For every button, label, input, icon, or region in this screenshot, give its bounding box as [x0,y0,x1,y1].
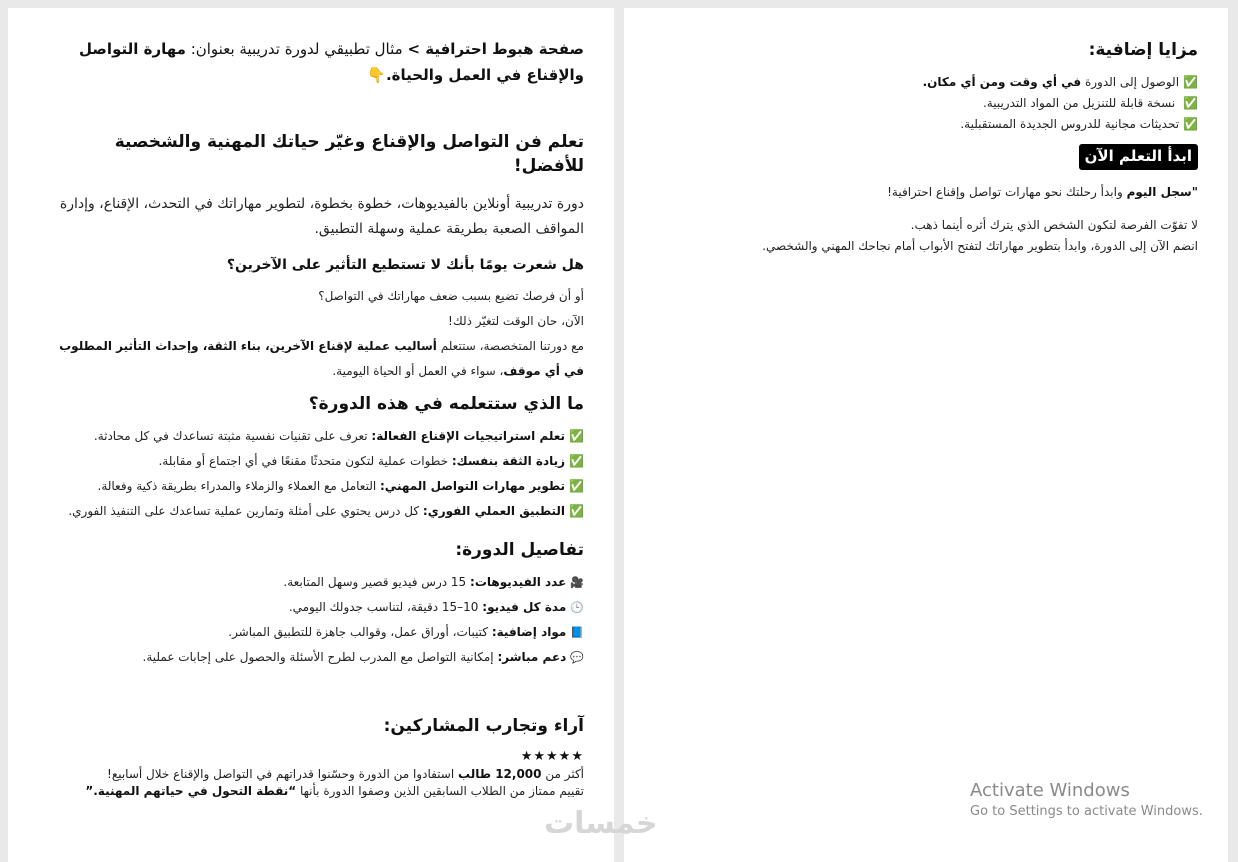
extras-list [644,72,1198,135]
details-item-title: مدة كل فيديو: [482,600,567,614]
review1-text-a: أكثر من [541,767,584,781]
document-page-left [8,8,614,862]
details-item-text: كتيبات، أوراق عمل، وقوالب جاهزة للتطبيق المباشر. [228,625,492,639]
signup-bold: "سجل اليوم [1126,185,1198,199]
learn-item-text: التعامل مع العملاء والزملاء والمدراء بطريقة ذكية وفعالة. [97,479,380,493]
promise-paragraph [54,334,584,384]
learn-item-title: تعلم استراتيجيات الإقناع الفعالة: [371,429,566,443]
check-icon: ✅ [569,454,584,468]
course-description: دورة تدريبية أونلاين بالفيديوهات، خطوة بخطوة، لتطوير مهاراتك في التحدث، الإقناع، وإدارة المواقف الصعبة بطريقة عملية وسهلة التطبيق. [59,196,584,237]
learn-item [54,424,584,449]
extras-item [644,93,1198,114]
extras-item [644,114,1198,135]
extras-title: مزايا إضافية: [1088,40,1198,60]
check-icon: ✅ [569,479,584,493]
details-item-title: عدد الفيديوهات: [470,575,567,589]
details-item [54,595,584,620]
details-item [54,620,584,645]
review-line-2 [54,783,584,800]
signup-text: وابدأ رحلتك نحو مهارات تواصل وإقناع احترافية! [887,185,1127,199]
learn-item [54,499,584,524]
learn-item-text: خطوات عملية لتكون متحدثًا مقنعًا في أي اجتماع أو مقابلة. [158,454,452,468]
intro-bold-1: صفحة هبوط احترافية > [407,40,584,58]
cta-wrapper [644,144,1198,170]
learn-item-title: التطبيق العملي الفوري: [422,504,566,518]
learn-title: ما الذي ستتعلمه في هذه الدورة؟ [308,394,584,414]
pointing-down-icon: 👇 [367,66,386,84]
check-icon: ✅ [1183,75,1198,89]
pain-line-1: أو أن فرصك تضيع بسبب ضعف مهاراتك في التواصل؟ [318,289,584,303]
video-camera-icon: 🎥 [570,576,584,589]
check-icon: ✅ [1183,96,1198,110]
review2-text-a: تقييم ممتاز من الطلاب السابقين الذين وصفوا الدورة بأنها [296,784,584,798]
details-item [54,645,584,670]
closing-line-2: انضم الآن إلى الدورة، وابدأ بتطوير مهاراتك لتفتح الأبواب أمام نجاحك المهني والشخصي. [762,239,1198,253]
pain-question: هل شعرت يومًا بأنك لا تستطيع التأثير على الآخرين؟ [226,257,584,273]
review-line-1 [54,766,584,783]
extras-item-bold: في أي وقت ومن أي مكان. [922,75,1082,89]
learn-item-text: كل درس يحتوي على أمثلة وتمارين عملية تساعدك على التنفيذ الفوري. [68,504,423,518]
extras-item-text: نسخة قابلة للتنزيل من المواد التدريبية. [982,96,1180,110]
details-title: تفاصيل الدورة: [455,540,584,560]
speech-bubble-icon: 💬 [570,651,584,664]
signup-line [644,180,1198,205]
clock-icon: 🕒 [570,601,584,614]
intro-normal: مثال تطبيقي لدورة تدريبية بعنوان: [185,40,408,58]
intro-line [54,36,584,88]
learn-item-text: تعرف على تقنيات نفسية مثبتة تساعدك في كل محادثة. [93,429,372,443]
learn-item-title: زيادة الثقة بنفسك: [451,454,566,468]
details-item-text: 15 درس فيديو قصير وسهل المتابعة. [283,575,471,589]
watermark-title: Activate Windows [970,780,1130,801]
learn-list [54,424,584,524]
learn-item [54,449,584,474]
headline: تعلم فن التواصل والإقناع وغيّر حياتك المهنية والشخصية للأفضل! [114,132,584,176]
reviews-title: آراء وتجارب المشاركين: [383,716,584,736]
review2-bold: “نقطة التحول في حياتهم المهنية.” [85,784,297,798]
promise-text-bold: أساليب عملية لإقناع الآخرين، بناء الثقة، وإحداث التأثير المطلوب في أي موقف [59,339,584,378]
extras-item [644,72,1198,93]
details-item-title: مواد إضافية: [491,625,567,639]
check-icon: ✅ [569,429,584,443]
check-icon: ✅ [569,504,584,518]
extras-item-text: تحديثات مجانية للدروس الجديدة المستقبلية. [960,117,1180,131]
closing-line-1: لا تفوّت الفرصة لتكون الشخص الذي يترك أثره أينما ذهب. [910,218,1198,232]
details-item-text: إمكانية التواصل مع المدرب لطرح الأسئلة والحصول على إجابات عملية. [142,650,498,664]
watermark-subtitle: Go to Settings to activate Windows. [970,804,1203,819]
details-item [54,570,584,595]
intro-bold-2: مهارة التواصل والإقناع في العمل والحياة. [79,40,584,84]
promise-text-a: مع دورتنا المتخصصة، ستتعلم [436,339,584,353]
book-icon: 📘 [570,626,584,639]
start-learning-button[interactable]: ابدأ التعلم الآن [1079,144,1198,170]
learn-item-title: تطوير مهارات التواصل المهني: [380,479,566,493]
details-list [54,570,584,670]
learn-item [54,474,584,499]
check-icon: ✅ [1183,117,1198,131]
review1-text-c: استفادوا من الدورة وحسّنوا قدراتهم في التواصل والإقناع خلال أسابيع! [107,767,458,781]
khamsat-logo: خمسات [544,806,658,841]
rating-stars: ★★★★★ [520,749,584,764]
activate-windows-watermark [970,780,1203,822]
promise-text-c: ، سواء في العمل أو الحياة اليومية. [332,364,504,378]
details-item-title: دعم مباشر: [497,650,567,664]
document-page-right [624,8,1228,862]
extras-item-text: الوصول إلى الدورة [1081,75,1180,89]
pain-line-2: الآن، حان الوقت لتغيّر ذلك! [448,314,584,328]
details-item-text: 10–15 دقيقة، لتناسب جدولك اليومي. [288,600,483,614]
review1-bold: 12,000 طالب [458,767,542,781]
